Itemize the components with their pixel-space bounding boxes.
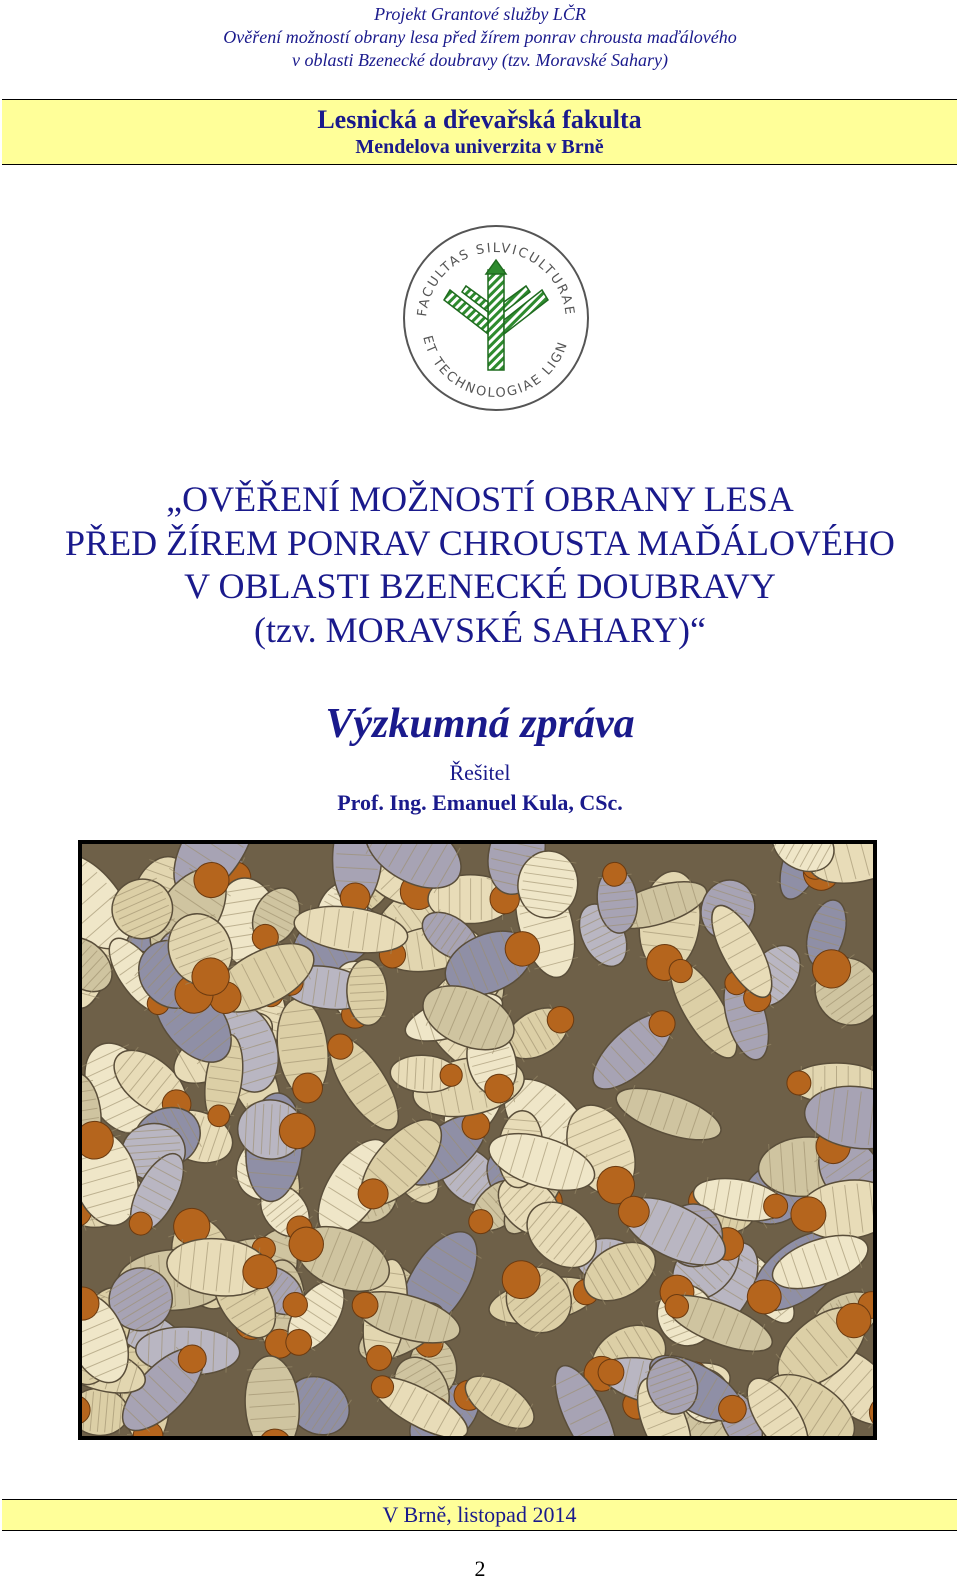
- project-title-line-1: Projekt Grantové služby LČR: [374, 4, 586, 24]
- university-name: Mendelova univerzita v Brně: [355, 136, 604, 158]
- solver-label: Řešitel: [449, 760, 511, 785]
- grubs-illustration: [82, 844, 873, 1436]
- project-title-line-3: v oblasti Bzenecké doubravy (tzv. Moravské Sahary): [291, 50, 669, 70]
- grubs-photo: [78, 840, 877, 1440]
- report-type: Výzkumná zpráva: [325, 701, 635, 747]
- faculty-name: Lesnická a dřevařská fakulta: [317, 105, 642, 134]
- project-title-line-2: Ověření možností obrany lesa před žírem ponrav chrousta maďálového: [223, 27, 737, 47]
- solver-name: Prof. Ing. Emanuel Kula, CSc.: [337, 790, 623, 815]
- title-line-3: V OBLASTI BZENECKÉ DOUBRAVY: [184, 566, 776, 606]
- title-line-1: „OVĚŘENÍ MOŽNOSTÍ OBRANY LESA: [166, 479, 794, 519]
- title-line-2: PŘED ŽÍREM PONRAV CHROUSTA MAĎÁLOVÉHO: [65, 522, 895, 563]
- tree-emblem-icon: [400, 222, 592, 414]
- place-date: V Brně, listopad 2014: [382, 1502, 577, 1527]
- page-number: 2: [474, 1556, 486, 1581]
- project-header: [0, 0, 960, 72]
- faculty-logo: [400, 222, 592, 414]
- svg-text:ET TECHNOLOGIAE LIGNI: ET TECHNOLOGIAE LIGN: [419, 334, 572, 402]
- report-main-title: [0, 478, 960, 652]
- institution-band: [2, 99, 957, 165]
- place-date-band: [2, 1499, 957, 1531]
- svg-text:FACULTAS SILVICULTURAE: FACULTAS SILVICULTURAE: [415, 240, 577, 318]
- title-line-4: (tzv. MORAVSKÉ SAHARY)“: [253, 609, 707, 650]
